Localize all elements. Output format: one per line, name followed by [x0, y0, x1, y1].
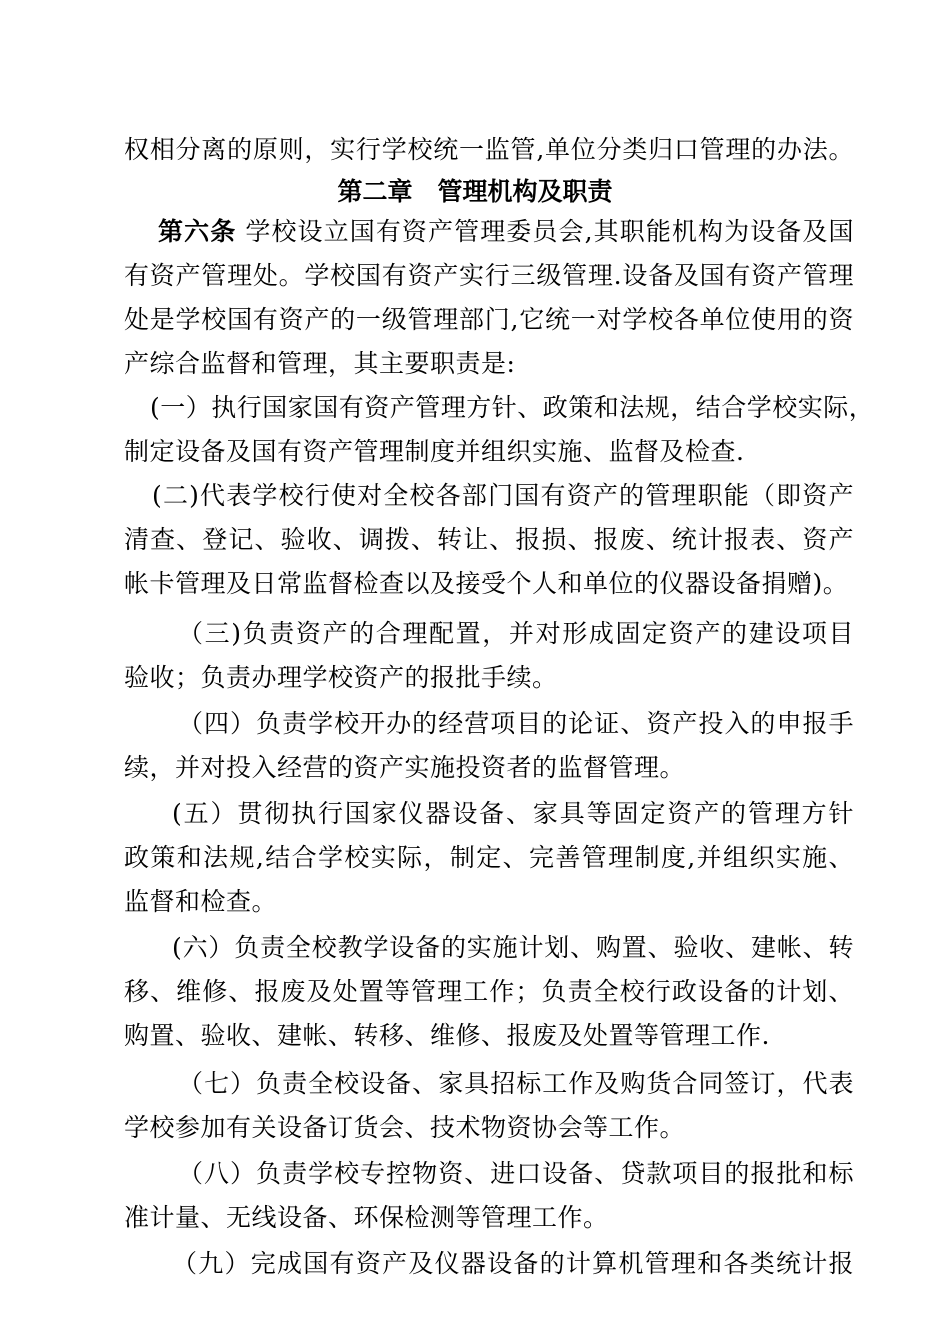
- item-3-line-2: 验收；负责办理学校资产的报批手续。: [124, 663, 558, 692]
- item-2-line-2: 清查、登记、验收、调拨、转让、报损、报废、统计报表、资产: [124, 525, 854, 554]
- item-4-line-1: （四）负责学校开办的经营项目的论证、资产投入的申报手: [178, 709, 854, 738]
- item-5-line-2: 政策和法规,结合学校实际，制定、完善管理制度,并组织实施、: [124, 843, 854, 872]
- paragraph-continuation-line: 权相分离的原则，实行学校统一监管,单位分类归口管理的办法。: [124, 135, 854, 164]
- item-2-line-3: 帐卡管理及日常监督检查以及接受个人和单位的仪器设备捐赠)。: [124, 569, 849, 598]
- item-1-line-1: (一）执行国家国有资产管理方针、政策和法规，结合学校实际，: [150, 393, 875, 422]
- article-6-text: 学校设立国有资产管理委员会,其职能机构为设备及国: [245, 217, 854, 246]
- article-6-line-3: 处是学校国有资产的一级管理部门,它统一对学校各单位使用的资: [124, 305, 854, 334]
- item-6-line-1: (六）负责全校教学设备的实施计划、购置、验收、建帐、转: [172, 933, 854, 962]
- article-6-line-2: 有资产管理处。学校国有资产实行三级管理.设备及国有资产管理: [124, 261, 854, 290]
- chapter-title: 第二章 管理机构及职责: [337, 177, 613, 206]
- item-5-line-3: 监督和检查。: [124, 887, 278, 916]
- item-9-line-1: （九）完成国有资产及仪器设备的计算机管理和各类统计报: [172, 1249, 854, 1278]
- item-1-line-2: 制定设备及国有资产管理制度并组织实施、监督及检查.: [124, 437, 745, 466]
- item-4-line-2: 续，并对投入经营的资产实施投资者的监督管理。: [124, 753, 686, 782]
- article-6-line-1: [158, 210, 854, 254]
- article-6-label: 第六条: [158, 217, 237, 246]
- article-6-line-4: 产综合监督和管理，其主要职责是:: [124, 349, 516, 378]
- item-7-line-1: （七）负责全校设备、家具招标工作及购货合同签订，代表: [178, 1069, 854, 1098]
- item-6-line-2: 移、维修、报废及处置等管理工作；负责全校行政设备的计划、: [124, 977, 854, 1006]
- item-3-line-1: （三)负责资产的合理配置，并对形成固定资产的建设项目: [178, 619, 854, 648]
- item-7-line-2: 学校参加有关设备订货会、技术物资协会等工作。: [124, 1113, 686, 1142]
- item-2-line-1: (二)代表学校行使对全校各部门国有资产的管理职能（即资产: [152, 481, 854, 510]
- item-5-line-1: (五）贯彻执行国家仪器设备、家具等固定资产的管理方针: [172, 799, 854, 828]
- item-8-line-1: （八）负责学校专控物资、进口设备、贷款项目的报批和标: [178, 1159, 854, 1188]
- item-8-line-2: 准计量、无线设备、环保检测等管理工作。: [124, 1203, 609, 1232]
- item-6-line-3: 购置、验收、建帐、转移、维修、报废及处置等管理工作.: [124, 1021, 770, 1050]
